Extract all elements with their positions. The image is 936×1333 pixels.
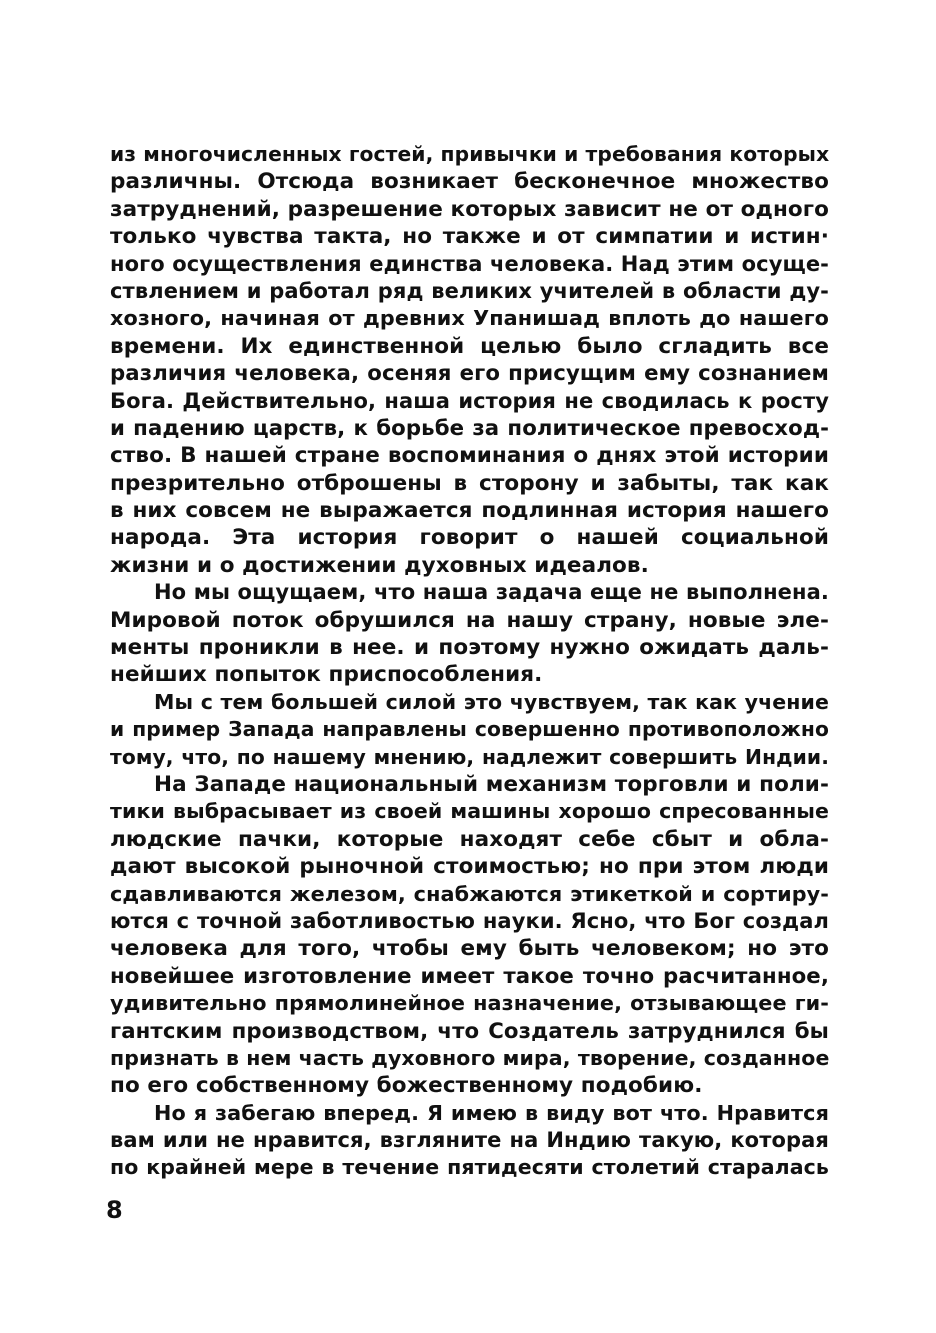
text-line: человека для того, чтобы ему быть человеком; но это: [110, 936, 829, 962]
text-line: только чувства такта, но также и от симпатии и истин·: [110, 224, 829, 250]
text-line: На Западе национальный механизм торговли и поли-: [154, 771, 829, 797]
text-line: презрительно отброшены в сторону и забыты, так как: [110, 470, 829, 496]
text-line: гантским производством, что Создатель затруднился бы: [110, 1018, 829, 1044]
text-line: различия человека, осеняя его присущим ему сознанием: [110, 361, 829, 387]
text-line: ство. В нашей стране воспоминания о днях этой истории: [110, 443, 829, 469]
text-line: вам или не нравится, взгляните на Индию такую, которая: [110, 1128, 829, 1153]
text-line: хозного, начиная от древних Упанишад вплоть до нашего: [110, 306, 829, 331]
text-line: дают высокой рыночной стоимостью; но при этом люди: [110, 854, 829, 880]
text-line: Бога. Действительно, наша история не сводилась к росту: [110, 388, 829, 413]
text-line: тики выбрасывает из своей машины хорошо спресованные: [110, 799, 829, 824]
text-line: Но мы ощущаем, что наша задача еще не выполнена.: [154, 580, 829, 605]
text-line: по его собственному божественному подобию.: [110, 1073, 703, 1099]
text-line: времени. Их единственной целью было сгладить все: [110, 333, 829, 359]
text-line: людские пачки, которые находят себе сбыт и обла-: [110, 826, 829, 852]
text-line: ются с точной заботливостью науки. Ясно, что Бог создал: [110, 908, 829, 933]
text-line: и пример Запада направлены совершенно противоположно: [110, 717, 829, 742]
text-line: различны. Отсюда возникает бесконечное множество: [110, 169, 829, 195]
text-line: народа. Эта история говорит о нашей социальной: [110, 525, 829, 551]
text-line: ного осуществления единства человека. Над этим осуще-: [110, 251, 829, 276]
text-line: Мы с тем большей силой это чувствуем, так как учение: [154, 689, 829, 714]
body-text: [110, 141, 829, 1182]
text-line: нейших попыток приспособления.: [110, 662, 543, 688]
text-line: новейшее изготовление имеет такое точно расчитанное,: [110, 963, 829, 989]
text-line: менты проникли в нее. и поэтому нужно ожидать даль-: [110, 635, 829, 661]
text-line: затруднений, разрешение которых зависит не от одного: [110, 196, 829, 222]
page-number: 8: [106, 1196, 123, 1224]
text-line: признать в нем часть духовного мира, творение, созданное: [110, 1045, 830, 1070]
text-line: по крайней мере в течение пятидесяти столетий старалась: [110, 1155, 829, 1180]
text-line: удивительно прямолинейное назначение, отзывающее ги-: [110, 991, 829, 1016]
text-line: Мировой поток обрушился на нашу страну, новые эле-: [110, 607, 829, 633]
text-line: из многочисленных гостей, привычки и требования которых: [110, 142, 830, 166]
text-line: Но я забегаю вперед. Я имею в виду вот что. Нравится: [154, 1100, 829, 1125]
text-line: жизни и о достижении духовных идеалов.: [110, 552, 649, 578]
text-line: сдавливаются железом, снабжаются этикеткой и сортиру-: [110, 881, 829, 906]
text-line: тому, что, по нашему мнению, надлежит совершить Индии.: [110, 744, 829, 769]
text-line: в них совсем не выражается подлинная история нашего: [110, 498, 829, 524]
text-line: ствлением и работал ряд великих учителей в области ду-: [110, 278, 829, 303]
text-line: и падению царств, к борьбе за политическое превосход-: [110, 415, 829, 441]
